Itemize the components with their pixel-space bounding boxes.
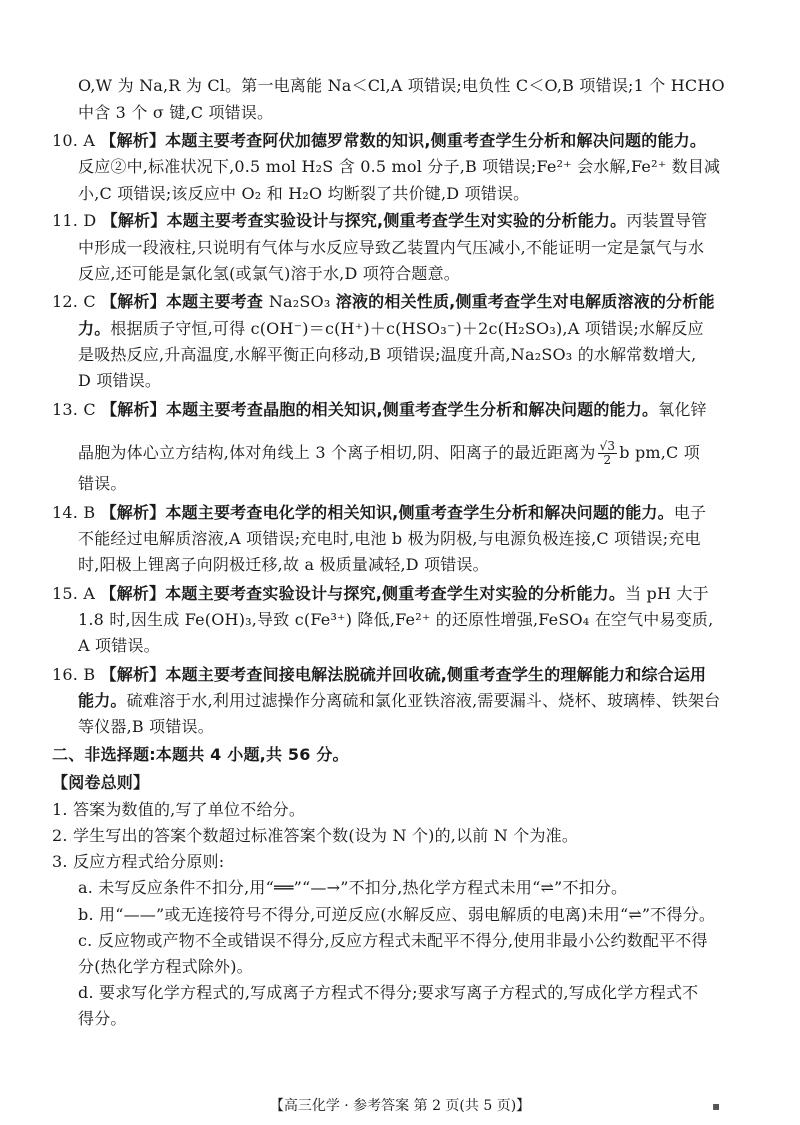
- bold-text: 能力。: [78, 691, 127, 710]
- text-line: [78, 370, 161, 392]
- text-line: [78, 156, 720, 178]
- bold-text: 溶液的相关性质,侧重考查学生对电解质溶液的分析能: [335, 292, 715, 311]
- text-segment: A 项错误。: [78, 636, 160, 655]
- bold-text: 【解析】本题主要考查电化学的相关知识,侧重考查学生分析和解决问题的能力。: [100, 503, 674, 522]
- corner-mark: ▪: [712, 1099, 721, 1113]
- text-segment: 16. B: [52, 665, 101, 684]
- page-footer: 【高三化学 · 参考答案 第 2 页(共 5 页)】: [269, 1098, 531, 1114]
- text-segment: 硫难溶于水,利用过滤操作分离硫和氯化亚铁溶液,需要漏斗、烧杯、玻璃棒、铁架台: [126, 691, 721, 710]
- text-line: [78, 440, 700, 467]
- text-line: [52, 825, 578, 847]
- text-segment: 分(热化学方程式除外)。: [78, 957, 253, 976]
- text-line: [78, 344, 696, 366]
- bold-text: 【阅卷总则】: [52, 773, 150, 792]
- text-segment: D 项错误。: [78, 371, 162, 390]
- text-line: [52, 583, 709, 605]
- text-segment: 14. B: [52, 503, 101, 522]
- text-line: [78, 877, 627, 899]
- text-segment: c. 反应物或产物不全或错误不得分,反应方程式未配平不得分,使用非最小公约数配平不得: [78, 931, 708, 950]
- bold-text: 【解析】本题主要考查晶胞的相关知识,侧重考查学生分析和解决问题的能力。: [101, 400, 659, 419]
- text-line: [78, 930, 708, 952]
- text-line: [78, 609, 713, 631]
- text-segment: 氧化锌: [658, 400, 707, 419]
- fraction: [598, 440, 618, 467]
- text-line: [78, 528, 701, 550]
- text-segment: 3. 反应方程式给分原则:: [52, 852, 225, 871]
- text-segment: 11. D: [52, 211, 102, 230]
- text-line: [52, 799, 305, 821]
- text-segment: 13. C: [52, 400, 102, 419]
- fraction-denominator: 2: [603, 453, 612, 467]
- text-line: [52, 502, 706, 524]
- text-segment: 2. 学生写出的答案个数超过标准答案个数(设为 N 个)的,以前 N 个为准。: [52, 826, 579, 845]
- bold-text: 【解析】本题主要考查实验设计与探究,侧重考查学生对实验的分析能力。: [101, 211, 627, 230]
- text-segment: b pm,C 项: [619, 443, 700, 462]
- text-segment: 电子: [673, 503, 707, 522]
- text-line: [78, 1008, 127, 1030]
- text-line: [78, 473, 127, 495]
- text-line: [78, 690, 720, 712]
- text-segment: b. 用“——”或无连接符号不得分,可逆反应(水解反应、弱电解质的电离)未用“⇌”不得分。: [78, 905, 716, 924]
- bold-text: 二、非选择题:本题共 4 小题,共 56 分。: [52, 745, 349, 764]
- text-segment: 等仪器,B 项错误。: [78, 717, 214, 736]
- text-line: [78, 183, 529, 205]
- text-line: [52, 772, 149, 794]
- text-segment: 反应,还可能是氯化氢(或氯气)溶于水,D 项符合题意。: [78, 264, 460, 283]
- text-line: [78, 956, 253, 978]
- text-segment: 15. A: [52, 584, 101, 603]
- text-segment: 12. C: [52, 292, 102, 311]
- text-line: [52, 399, 707, 421]
- text-segment: 反应②中,标准状况下,0.5 mol H₂S 含 0.5 mol 分子,B 项错误;Fe²⁺ 会水解,Fe²⁺ 数目减: [78, 157, 721, 176]
- text-segment: 当 pH 大于: [625, 584, 709, 603]
- text-segment: 小,C 项错误;该反应中 O₂ 和 H₂O 均断裂了共价键,D 项错误。: [78, 184, 530, 203]
- text-line: [78, 635, 160, 657]
- text-line: [52, 130, 706, 152]
- bold-text: 【解析】本题主要考查实验设计与探究,侧重考查学生对实验的分析能力。: [100, 584, 626, 603]
- text-line: [78, 904, 715, 926]
- text-segment: 时,阳极上锂离子向阴极迁移,故 a 极质量减轻,D 项错误。: [78, 555, 489, 574]
- bold-text: 【解析】本题主要考查: [101, 292, 269, 311]
- text-segment: 10. A: [52, 131, 101, 150]
- text-line: [52, 210, 707, 232]
- text-line: [78, 237, 704, 259]
- text-line: [78, 554, 489, 576]
- text-segment: d. 要求写化学方程式的,写成离子方程式不得分;要求写离子方程式的,写成化学方程式不: [78, 983, 699, 1002]
- text-segment: O,W 为 Na,R 为 Cl。第一电离能 Na＜Cl,A 项错误;电负性 C＜O,B 项错误;1 个 HCHO: [78, 76, 725, 95]
- text-line: [52, 744, 349, 766]
- text-segment: 根据质子守恒,可得 c(OH⁻)＝c(H⁺)＋c(HSO₃⁻)＋2c(H₂SO₃),A 项错误;水解反应: [110, 319, 704, 338]
- text-line: [52, 851, 224, 873]
- bold-text: 力。: [78, 319, 111, 338]
- text-segment: Na₂SO₃: [268, 292, 336, 311]
- bold-text: 【解析】本题主要考查间接电解法脱硫并回收硫,侧重考查学生的理解能力和综合运用: [100, 665, 707, 684]
- text-segment: 得分。: [78, 1009, 127, 1028]
- text-line: [52, 664, 706, 686]
- text-segment: 是吸热反应,升高温度,水解平衡正向移动,B 项错误;温度升高,Na₂SO₃ 的水解常数增大,: [78, 345, 697, 364]
- text-line: [78, 263, 460, 285]
- text-segment: 1.8 时,因生成 Fe(OH)₃,导致 c(Fe³⁺) 降低,Fe²⁺ 的还原性增强,FeSO₄ 在空气中易变质,: [78, 610, 714, 629]
- text-segment: 中形成一段液柱,只说明有气体与水反应导致乙装置内气压减小,不能证明一定是氯气与水: [78, 238, 705, 257]
- text-line: [78, 716, 214, 738]
- fraction-numerator: √3: [599, 439, 616, 453]
- text-segment: 丙装置导管: [626, 211, 708, 230]
- text-line: [52, 291, 715, 313]
- text-line: [78, 982, 698, 1004]
- text-segment: 中含 3 个 σ 键,C 项错误。: [78, 103, 274, 122]
- text-segment: 不能经过电解质溶液,A 项错误;充电时,电池 b 极为阴极,与电源负极连接,C 项错误;充电: [78, 529, 701, 548]
- text-segment: 1. 答案为数值的,写了单位不给分。: [52, 800, 306, 819]
- text-segment: a. 未写反应条件不扣分,用“══”“—→”不扣分,热化学方程式未用“⇌”不扣分。: [78, 878, 628, 897]
- text-segment: 错误。: [78, 474, 127, 493]
- bold-text: 【解析】本题主要考查阿伏加德罗常数的知识,侧重考查学生分析和解决问题的能力。: [100, 131, 707, 150]
- text-line: [78, 318, 704, 340]
- text-line: [78, 102, 273, 124]
- text-segment: 晶胞为体心立方结构,体对角线上 3 个离子相切,阴、阳离子的最近距离为: [78, 443, 596, 462]
- text-line: [78, 75, 725, 97]
